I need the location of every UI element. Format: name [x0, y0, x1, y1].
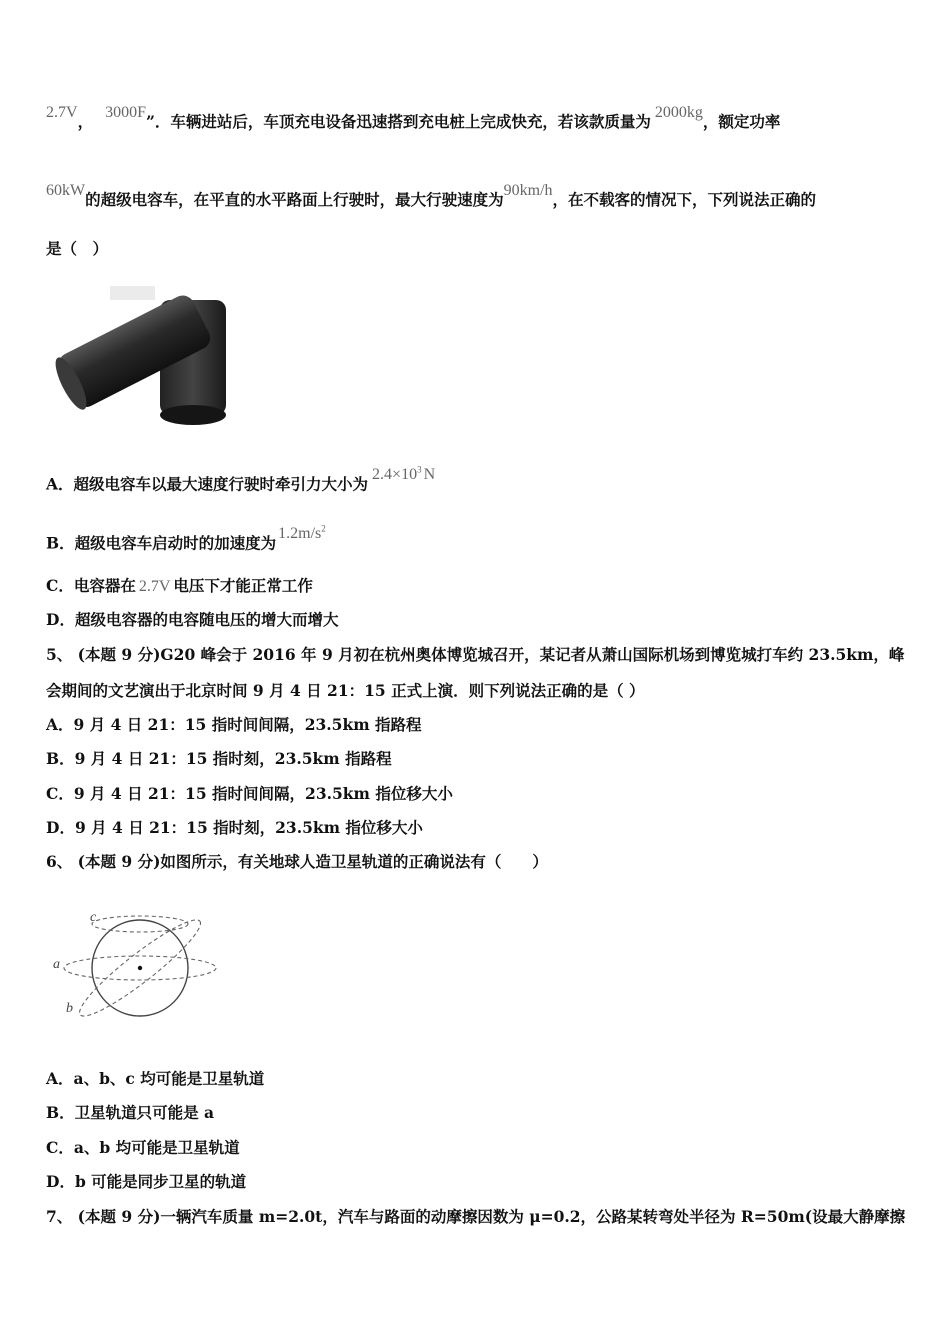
q4-line-2	[46, 182, 817, 211]
q5-option-d: D．9 月 4 日 21：15 指时刻，23.5km 指位移大小	[46, 818, 423, 837]
q5-option-b: B．9 月 4 日 21：15 指时刻，23.5km 指路程	[46, 749, 392, 768]
label-c: c	[90, 910, 97, 925]
q5-option-a: A．9 月 4 日 21：15 指时间间隔，23.5km 指路程	[46, 715, 422, 734]
math-mass: 2000kg	[654, 104, 703, 121]
math-exponent: 2	[321, 524, 326, 534]
q6-option-a: A．a、b、c 均可能是卫星轨道	[46, 1069, 265, 1088]
q6-option-d: D．b 可能是同步卫星的轨道	[46, 1172, 247, 1191]
math-voltage: 2.7V	[138, 578, 171, 595]
orbit-c	[92, 916, 188, 932]
q7-line-1: 7、 (本题 9 分)一辆汽车质量 m=2.0t，汽车与路面的动摩擦因数为 μ=0.2，公路某转弯处半径为 R=50m(设最大静摩擦	[46, 1207, 906, 1226]
label-a: a	[53, 957, 60, 972]
option-text: 电容器在	[73, 576, 136, 595]
label-b: b	[66, 1001, 73, 1016]
q4-option-a	[46, 465, 436, 495]
math-speed: 90km/h	[503, 182, 553, 199]
satellite-orbit-diagram	[48, 900, 223, 1025]
option-text: 超级电容车以最大速度行驶时牵引力大小为	[73, 474, 369, 494]
q6-option-c: C．a、b 均可能是卫星轨道	[46, 1138, 240, 1157]
math-unit: N	[423, 466, 436, 484]
math-base: 2.4×10	[372, 466, 418, 484]
q4-option-b	[46, 524, 326, 554]
option-label: A．	[46, 474, 74, 494]
math-exponent: 3	[417, 465, 422, 475]
q4-text: ，额定功率	[702, 112, 781, 131]
math-base: 1.2m/s	[278, 525, 322, 543]
option-text: 超级电容车启动时的加速度为	[74, 533, 277, 553]
q4-text: ，在不载客的情况下，下列说法正确的	[552, 190, 817, 209]
option-label: C．	[46, 576, 74, 595]
math-power: 60kW	[46, 182, 86, 199]
q5-line-2: 会期间的文艺演出于北京时间 9 月 4 日 21：15 正式上演．则下列说法正确的是（ ）	[46, 681, 645, 700]
q4-text: 的超级电容车，在平直的水平路面上行驶时，最大行驶速度为	[85, 190, 504, 209]
supercapacitor-image	[48, 280, 233, 430]
q5-line-1: 5、 (本题 9 分)G20 峰会于 2016 年 9 月初在杭州奥体博览城召开，某记者从萧山国际机场到博览城打车约 23.5km，峰	[46, 645, 905, 664]
option-text: 电压下才能正常工作	[173, 576, 313, 595]
math-acceleration	[278, 525, 326, 542]
q4-line-3: 是（ ）	[46, 239, 109, 258]
math-voltage: 2.7V	[46, 104, 78, 121]
q6-option-b: B．卫星轨道只可能是 a	[46, 1103, 215, 1122]
q5-option-c: C．9 月 4 日 21：15 指时间间隔，23.5km 指位移大小	[46, 784, 453, 803]
q6-line-1: 6、 (本题 9 分)如图所示，有关地球人造卫星轨道的正确说法有（ ）	[46, 852, 548, 871]
q4-line-1	[46, 104, 781, 133]
option-label: B．	[46, 533, 75, 553]
option-label: D．	[46, 610, 75, 629]
q4-text: ”．车辆进站后，车顶充电设备迅速搭到充电桩上完成快充，若该款质量为	[145, 112, 651, 131]
math-capacitance: 3000F	[105, 104, 146, 121]
q4-option-d	[46, 610, 338, 630]
separator: ，	[77, 112, 94, 131]
q4-option-c	[46, 576, 313, 597]
math-force	[372, 466, 435, 483]
option-text: 超级电容器的电容随电压的增大而增大	[74, 610, 339, 629]
earth-center	[138, 966, 142, 970]
